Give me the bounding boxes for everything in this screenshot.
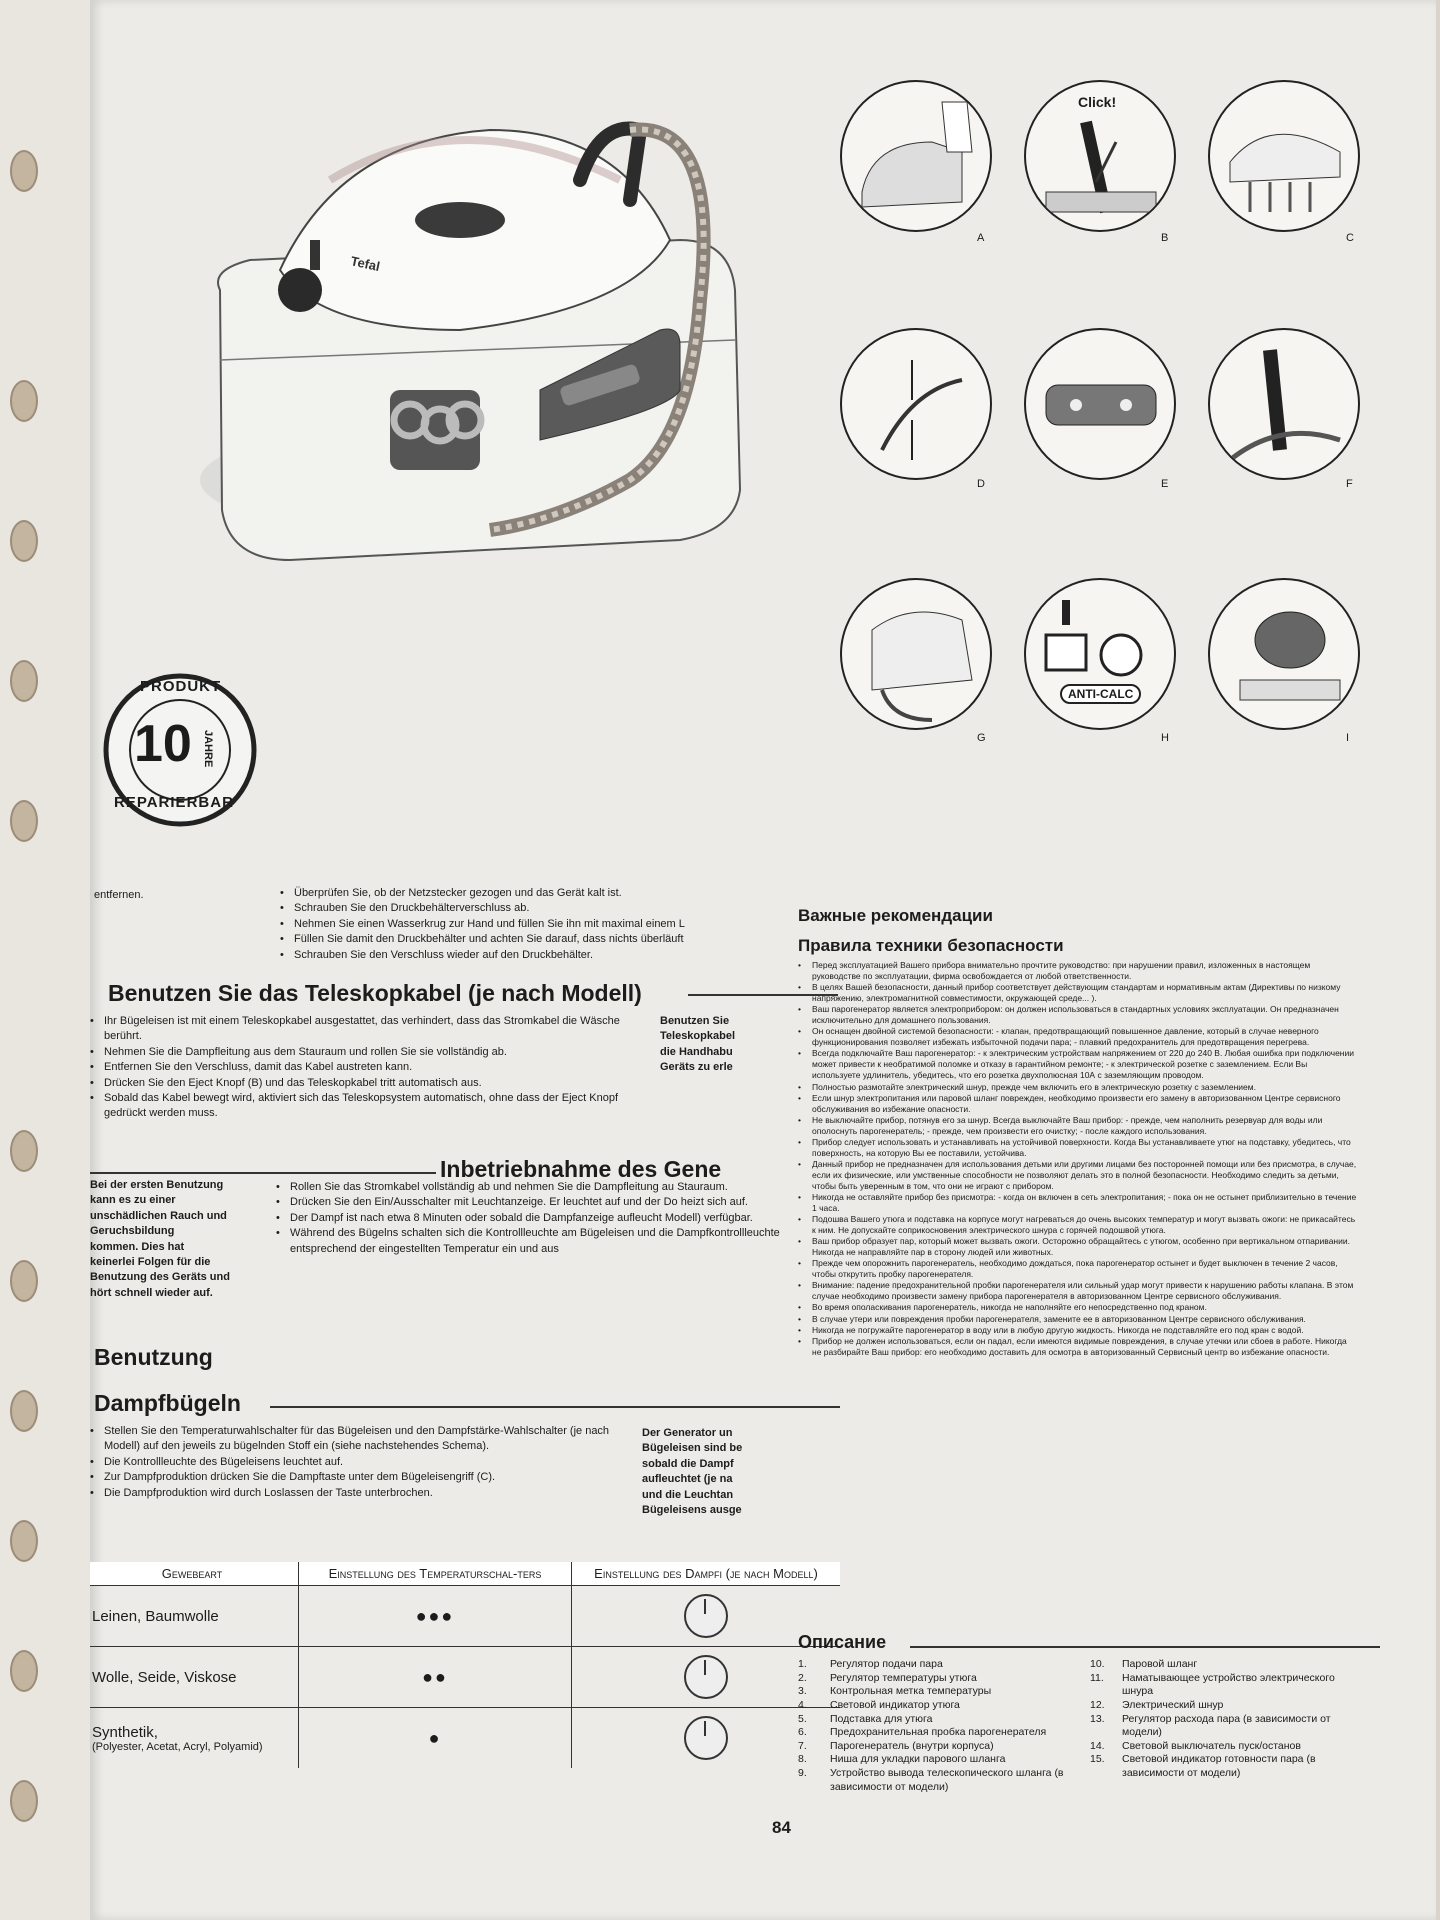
punch-hole	[10, 1130, 38, 1172]
list-item: • Ihr Bügeleisen ist mit einem Teleskopkabel ausgestattet, das verhindert, dass das Stromkabel die Wäsche berührt.	[90, 1014, 650, 1045]
side-line: Bügeleisens ausge	[642, 1503, 742, 1516]
list-item: • Внимание: падение предохранительной пробки парогенерателя или сильный удар могут привести к нарушению работы клапана. В этом случае необходимо произвести замену прибора парогенерателя в авторизованном Центре сервисного обслуживания.	[798, 1280, 1358, 1302]
steam-generator-illustration	[160, 60, 840, 620]
item-number: 13.	[1090, 1712, 1105, 1725]
table-row	[90, 1586, 840, 1647]
heading-rule	[90, 1172, 436, 1174]
item-number: 2.	[798, 1671, 807, 1684]
figure-label-h: H	[1161, 732, 1169, 744]
telescopic-list	[90, 1014, 650, 1122]
side-line: Geruchsbildung	[90, 1225, 175, 1238]
table-header-row	[90, 1562, 840, 1586]
item-text: Контрольная метка температуры	[830, 1685, 992, 1698]
punch-hole	[10, 380, 38, 422]
punch-hole	[10, 1260, 38, 1302]
list-item: • Он оснащен двойной системой безопасности: - клапан, предотвращающий повышенное давление, который в случае неверного функционирования позволяет избежать избыточной подачи пара; - плавкий предохранитель для предотвращения перегрева.	[798, 1026, 1358, 1048]
side-line: hört schnell wieder auf.	[90, 1286, 213, 1299]
item-number: 6.	[798, 1726, 807, 1739]
figure-c-steam-button	[1208, 80, 1360, 232]
side-line: die Handhabu	[660, 1045, 733, 1058]
figure-d-telescopic	[840, 328, 992, 480]
fabric-settings-table	[90, 1562, 840, 1768]
figure-label-e: E	[1161, 478, 1169, 490]
dial-icon	[684, 1716, 728, 1760]
list-item	[1090, 1740, 1360, 1754]
ru-recommendations-heading: Важные рекомендации	[798, 906, 993, 925]
list-item: • Der Dampf ist nach etwa 8 Minuten oder sobald die Dampfanzeige aufleucht Modell) verfügbar.	[276, 1211, 840, 1226]
ru-description-heading: Описание	[798, 1632, 887, 1652]
figure-label-a: A	[977, 232, 985, 244]
telescopic-heading: Benutzen Sie das Teleskopkabel (je nach Modell)	[108, 980, 642, 1006]
list-item	[1090, 1753, 1360, 1780]
list-item: • Sobald das Kabel bewegt wird, aktiviert sich das Teleskopsystem automatisch, ohne dass der Eject Knopf gedrückt werden muss.	[90, 1091, 650, 1122]
list-item: • Перед эксплуатацией Вашего прибора внимательно прочтите руководство: при нарушении правил, изложенных в настоящем руководстве по эксплуатации, фирма освобождается от любой ответственности.	[798, 960, 1358, 982]
list-item	[1090, 1672, 1360, 1699]
figure-label-g: G	[977, 732, 986, 744]
list-item: • Ваш парогенератор является электроприбором: он должен использоваться в стандартных условиях эксплуатации. Он предназначен исключительно для домашнего пользования.	[798, 1004, 1358, 1026]
item-number: 1.	[798, 1658, 807, 1670]
dial-icon	[684, 1655, 728, 1699]
repairable-badge	[100, 670, 260, 830]
list-item: • Die Dampfproduktion wird durch Loslassen der Taste unterbrochen.	[90, 1486, 610, 1501]
badge-bottom-text: REPARIERBAR	[114, 794, 234, 811]
item-text: Регулятор температуры утюга	[830, 1671, 977, 1684]
fabric-cell	[90, 1708, 299, 1769]
list-item: • Überprüfen Sie, ob der Netzstecker gezogen und das Gerät kalt ist.	[280, 886, 840, 901]
dampfbugeln-heading: Dampfbügeln	[94, 1390, 241, 1416]
item-number: 14.	[1090, 1739, 1105, 1752]
list-item	[798, 1753, 1088, 1767]
side-line: Geräts zu erle	[660, 1061, 733, 1074]
ru-description-list-right	[1090, 1658, 1360, 1781]
fabric-subtext: (Polyester, Acetat, Acryl, Polyamid)	[92, 1740, 263, 1753]
table-row	[90, 1708, 840, 1769]
list-item: • Если шнур электропитания или паровой шланг поврежден, необходимо произвести его замену в авторизованном Центре сервисного обслуживания во избежание опасности.	[798, 1093, 1358, 1115]
figure-f-stow-cable	[1208, 328, 1360, 480]
figure-g-generator	[840, 578, 992, 730]
inbetriebnahme-heading: Inbetriebnahme des Gene	[440, 1156, 722, 1182]
list-item	[1090, 1713, 1360, 1740]
punch-hole	[10, 1650, 38, 1692]
ru-description-list-left	[798, 1658, 1088, 1794]
side-line: kann es zu einer	[90, 1194, 176, 1207]
item-text: Подставка для утюга	[830, 1712, 933, 1725]
figure-label-b: B	[1161, 232, 1169, 244]
side-line: aufleuchtet (je na	[642, 1473, 733, 1486]
badge-side-text: JAHRE	[202, 730, 214, 768]
table-row	[90, 1647, 840, 1708]
side-line: sobald die Dampf	[642, 1457, 734, 1470]
list-item: • Schrauben Sie den Verschluss wieder auf den Druckbehälter.	[280, 948, 840, 963]
list-item: • Полностью размотайте электрический шнур, прежде чем включить его в электрическую розетку с заземлением.	[798, 1082, 1358, 1093]
item-text: Наматывающее устройство электрического шнура	[1122, 1671, 1335, 1698]
list-item: • Прежде чем опорожнить парогенератель, необходимо дождаться, пока парогенератор остынет и будет выключен в течение 2 часов, чтобы открутить пробку парогенерателя.	[798, 1258, 1358, 1280]
item-number: 10.	[1090, 1658, 1105, 1670]
manual-page	[90, 0, 1436, 1920]
figure-label-i: I	[1346, 732, 1350, 744]
fabric-cell: Leinen, Baumwolle	[90, 1586, 299, 1647]
side-line: Benutzen Sie	[660, 1015, 730, 1027]
inbetriebnahme-list	[276, 1180, 840, 1257]
list-item: • Zur Dampfproduktion drücken Sie die Dampftaste unter dem Bügeleisengriff (C).	[90, 1470, 610, 1485]
temperature-dots: ●●●	[299, 1586, 572, 1647]
column-header: Einstellung des Dampfi (je nach Modell)	[572, 1562, 841, 1586]
list-item: • Данный прибор не предназначен для использования детьми или другими лицами без посторонней помощи или без присмотра, в случае, если их физические, или умственные способности не позволяют делать это в полной безопасности. Необходимо следить за детьми, чтобы быть уверенным в том, что они не играют с прибором.	[798, 1159, 1358, 1192]
item-number: 7.	[798, 1739, 807, 1752]
side-line: Benutzung des Geräts und	[90, 1271, 230, 1284]
punch-hole	[10, 1390, 38, 1432]
list-item: • В случае утери или повреждения пробки парогенерателя, замените ее в авторизованном Центре сервисного обслуживания.	[798, 1314, 1358, 1325]
list-item: • Drücken Sie den Eject Knopf (B) und das Teleskopkabel tritt automatisch aus.	[90, 1076, 650, 1091]
side-line: Bügeleisen sind be	[642, 1442, 743, 1455]
item-text: Световой индикатор утюга	[830, 1698, 960, 1711]
item-text: Паровой шланг	[1122, 1658, 1198, 1670]
list-item	[798, 1699, 1088, 1713]
temperature-dots: ●	[299, 1708, 572, 1769]
figure-label-f: F	[1346, 478, 1353, 490]
fabric-name: Synthetik,	[92, 1723, 158, 1741]
item-number: 5.	[798, 1712, 807, 1725]
list-item: • Füllen Sie damit den Druckbehälter und achten Sie darauf, dass nichts überläuft	[280, 932, 840, 947]
figure-b-eject-cable	[1024, 80, 1176, 232]
list-item: • Никогда не оставляйте прибор без присмотра: - когда он включен в сеть электропитания; - пока он не остынет приблизительно в течение 1 часа.	[798, 1192, 1358, 1214]
item-text: Световой индикатор готовности пара (в зависимости от модели)	[1122, 1753, 1316, 1780]
list-item: • Nehmen Sie die Dampfleitung aus dem Stauraum und rollen Sie sie vollständig ab.	[90, 1045, 650, 1060]
list-item: • Всегда подключайте Ваш парогенератор: - к электрическим устройствам напряжением от 220 до 240 В. Любая ошибка при подключении может привести к необратимой поломке и отказу в гарантийном ремонте; - к электрической розетке с заземлением. Если Вы используете удлинитель, убедитесь, что его розетка двухполюсная 10А с заземляющим проводом.	[798, 1048, 1358, 1081]
temperature-dots: ●●	[299, 1647, 572, 1708]
list-item: • Die Kontrollleuchte des Bügeleisens leuchtet auf.	[90, 1455, 610, 1470]
anti-calc-label: ANTI-CALC	[1060, 684, 1141, 704]
punch-hole	[10, 1520, 38, 1562]
list-item: • Schrauben Sie den Druckbehälterverschluss ab.	[280, 901, 840, 916]
list-item	[798, 1726, 1088, 1740]
punch-hole	[10, 1780, 38, 1822]
side-line: und die Leuchtan	[642, 1488, 734, 1501]
steam-ironing-list	[90, 1424, 610, 1501]
item-number: 4.	[798, 1698, 807, 1711]
item-text: Предохранительная пробка парогенерателя	[830, 1726, 1047, 1739]
list-item: • Entfernen Sie den Verschluss, damit das Kabel austreten kann.	[90, 1060, 650, 1075]
binder-sleeve	[0, 0, 100, 1920]
list-item: • Не выключайте прибор, потянув его за шнур. Всегда выключайте Ваш прибор: - прежде, чем наполнить резервуар для воды или ополоснуть парогенератель; - прежде, чем произвести его очистку; - после каждого использования.	[798, 1115, 1358, 1137]
punch-hole	[10, 800, 38, 842]
item-text: Регулятор подачи пара	[830, 1658, 943, 1670]
list-item	[798, 1740, 1088, 1754]
figure-a-fill-tank	[840, 80, 992, 232]
heading-rule	[270, 1406, 840, 1408]
punch-hole	[10, 150, 38, 192]
side-line: keinerlei Folgen für die	[90, 1255, 211, 1268]
side-line: unschädlichen Rauch und	[90, 1209, 227, 1222]
item-text: Устройство вывода телескопического шланга (в зависимости от модели)	[830, 1767, 1064, 1793]
figure-e-control-panel	[1024, 328, 1176, 480]
list-item: • Drücken Sie den Ein/Ausschalter mit Leuchtanzeige. Er leuchtet auf und der Do heizt sich auf.	[276, 1195, 840, 1210]
page-number: 84	[772, 1818, 791, 1837]
side-line: Der Generator un	[642, 1427, 733, 1439]
click-label: Click!	[1078, 94, 1117, 110]
item-number: 11.	[1090, 1671, 1104, 1684]
ru-safety-heading: Правила техники безопасности	[798, 936, 1064, 955]
figure-i-drain	[1208, 578, 1360, 730]
item-text: Регулятор расхода пара (в зависимости от модели)	[1122, 1712, 1331, 1739]
item-number: 9.	[798, 1767, 807, 1780]
badge-top-text: PRODUKT	[140, 678, 222, 695]
item-text: Электрический шнур	[1122, 1698, 1224, 1711]
entfernen-text: entfernen.	[94, 889, 144, 901]
figure-label-d: D	[977, 478, 985, 490]
list-item	[798, 1767, 1088, 1794]
ru-safety-list	[798, 960, 1358, 1358]
item-text: Парогенератель (внутри корпуса)	[830, 1739, 994, 1752]
side-line: Teleskopkabel	[660, 1030, 735, 1043]
punch-hole	[10, 520, 38, 562]
figure-label-c: C	[1346, 232, 1354, 244]
item-number: 8.	[798, 1753, 807, 1766]
list-item: • Stellen Sie den Temperaturwahlschalter für das Bügeleisen und den Dampfstärke-Wahlschalter (je nach Modell) auf den jeweils zu bügelnden Stoff ein (siehe nachstehendes Schema).	[90, 1424, 610, 1455]
dial-icon	[684, 1594, 728, 1638]
item-number: 12.	[1090, 1698, 1105, 1711]
list-item: • Никогда не погружайте парогенератор в воду или в любую другую жидкость. Никогда не подставляйте его под кран с водой.	[798, 1325, 1358, 1336]
benutzung-heading: Benutzung	[94, 1344, 213, 1370]
column-header: Einstellung des Temperaturschal-ters	[299, 1562, 572, 1586]
list-item: • Прибор следует использовать и устанавливать на устойчивой поверхности. Когда Вы устанавливаете утюг на подставку, убедитесь, что поверхность, на которую Вы ее поставили, устойчива.	[798, 1137, 1358, 1159]
figure-h-anti-calc	[1024, 578, 1176, 730]
list-item	[1090, 1658, 1360, 1672]
generator-side-note	[642, 1426, 840, 1518]
side-line: Bei der ersten Benutzung	[90, 1179, 224, 1191]
list-item	[798, 1658, 1088, 1672]
list-item: • Ваш прибор образует пар, который может вызвать ожоги. Осторожно обращайтесь с утюгом, особенно при вертикальном отпаривании. Никогда не направляйте пар в сторону людей или животных.	[798, 1236, 1358, 1258]
first-use-note	[90, 1178, 265, 1301]
item-number: 3.	[798, 1685, 807, 1698]
list-item	[1090, 1699, 1360, 1713]
fabric-cell: Wolle, Seide, Viskose	[90, 1647, 299, 1708]
list-item: • Nehmen Sie einen Wasserkrug zur Hand und füllen Sie ihn mit maximal einem L	[280, 917, 840, 932]
item-text: Световой выключатель пуск/останов	[1122, 1739, 1301, 1752]
column-header: Gewebeart	[90, 1562, 299, 1586]
list-item: • В целях Вашей безопасности, данный прибор соответствует действующим стандартам и нормативным актам (Директивы по низкому напряжению, электромагнитной совместимости, окружающей среде... ).	[798, 982, 1358, 1004]
list-item: • Во время ополаскивания парогенератель, никогда не наполняйте его непосредственно под краном.	[798, 1302, 1358, 1313]
list-item: • Während des Bügelns schalten sich die Kontrollleuchte am Bügeleisen und die Dampfkontrollleuchte entsprechend der eingestellten Temperatur ein und aus	[276, 1226, 840, 1257]
iron-brand-label: Tefal	[349, 253, 382, 275]
list-item	[798, 1672, 1088, 1686]
list-item	[798, 1713, 1088, 1727]
list-item: • Rollen Sie das Stromkabel vollständig ab und nehmen Sie die Dampfleitung au Stauraum.	[276, 1180, 840, 1195]
heading-rule	[910, 1646, 1380, 1648]
fill-tank-list	[280, 886, 840, 963]
list-item: • Подошва Вашего утюга и подставка на корпусе могут нагреваться до очень высоких температур и могут вызвать ожоги: не прикасайтесь к ним. Не допускайте соприкосновения электрического шнура с горячей подошвой утюга.	[798, 1214, 1358, 1236]
list-item	[798, 1685, 1088, 1699]
badge-number: 10	[134, 715, 192, 773]
punch-hole	[10, 660, 38, 702]
list-item: • Прибор не должен использоваться, если он падал, если имеются видимые повреждения, в случае утечки или сбоев в работе. Никогда не разбирайте Ваш прибор: его необходимо доставить для осмотра в авторизованный Сервисный центр во избежание опасности.	[798, 1336, 1358, 1358]
item-text: Ниша для укладки парового шланга	[830, 1753, 1006, 1766]
side-line: kommen. Dies hat	[90, 1240, 185, 1253]
item-number: 15.	[1090, 1753, 1105, 1766]
